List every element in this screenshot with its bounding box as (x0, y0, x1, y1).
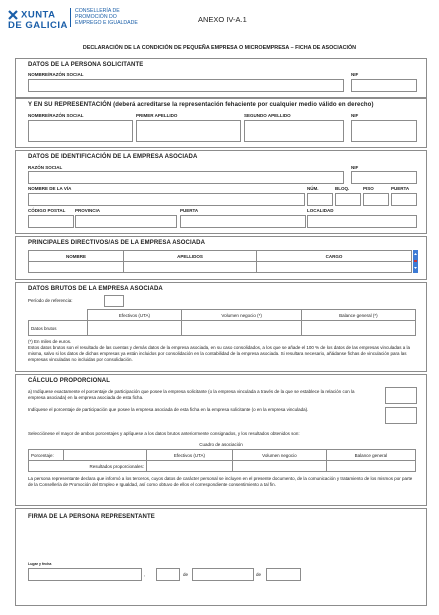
percentage-a-field[interactable] (385, 387, 417, 404)
cell[interactable] (257, 262, 412, 273)
section-applicant (15, 58, 427, 98)
association-table-title: Cuadro de asociación (199, 442, 243, 447)
second-surname-field[interactable] (244, 120, 344, 142)
puerta-label: PUERTA (391, 186, 410, 191)
cell[interactable] (182, 321, 301, 336)
applicant-nif-field[interactable] (351, 79, 417, 92)
note-raw-data: Estos datos brutos son el resultado de las cuentas y demás datos de la empresa asociada, en su caso consolidados, a los que se añade el 100 % de los datos de las empresas vinculadas a la misma, salvo si los datos de dichas empresas ya están incluidos por consolidación en la contabilidad de la empresa asociada. Si resultara necesario, añádanse fichas de vinculación para las empresas vinculadas no incluidas por consolidación. (28, 345, 410, 362)
rep-nif-field[interactable] (351, 120, 417, 142)
section-associated-company (15, 150, 427, 234)
company-nif-field[interactable] (351, 171, 417, 184)
section-heading: PRINCIPALES DIRECTIVOS/AS DE LA EMPRESA ASOCIADA (28, 240, 206, 246)
table-row (29, 450, 416, 461)
annex-label: ANEXO IV-A.1 (198, 15, 247, 24)
section-heading: DATOS DE IDENTIFICACIÓN DE LA EMPRESA ASOCIADA (28, 154, 198, 160)
localidad-field[interactable] (307, 215, 417, 228)
section-signature (15, 508, 427, 606)
year-field[interactable] (266, 568, 301, 581)
empty-cell (29, 310, 88, 321)
cell[interactable] (147, 461, 233, 472)
row-scrollbar[interactable] (413, 250, 418, 273)
percentage-b-field[interactable] (385, 407, 417, 424)
section-representative (15, 98, 427, 148)
row-label: Datos brutos (29, 321, 88, 336)
first-surname-label: PRIMER APELLIDO (136, 113, 178, 118)
conselleria-line-1: CONSELLERÍA DE (75, 8, 120, 14)
percentage-label: Porcentaje: (29, 450, 64, 461)
cell[interactable] (301, 321, 415, 336)
conselleria-line-3: EMPREGO E IGUALDADE (75, 20, 138, 27)
xunta-logo (8, 10, 68, 31)
cell[interactable] (326, 461, 415, 472)
razon-label: RAZÓN SOCIAL (28, 165, 63, 170)
cross-icon (8, 10, 18, 20)
section-heading: CÁLCULO PROPORCIONAL (28, 378, 110, 384)
section-directors (15, 236, 427, 280)
directors-table (28, 250, 412, 273)
section-heading: DATOS BRUTOS DE LA EMPRESA ASOCIADA (28, 286, 163, 292)
paragraph-a: a) Indíquese exactamente el porcentaje de participación que posee la empresa solicitante (o la empresa vinculada a través de la que se establece la relación con la empresa asociada) en la empresa asociada de esta ficha. (28, 389, 355, 400)
num-field[interactable] (307, 193, 333, 206)
page-title: DECLARACIÓN DE LA CONDICIÓN DE PEQUEÑA EMPRESA O MICROEMPRESA – FICHA DE ASOCIACIÓN (82, 45, 357, 51)
day-field[interactable] (156, 568, 180, 581)
raw-data-table (28, 309, 416, 336)
piso-field[interactable] (363, 193, 389, 206)
rep-nif-label: NIF (351, 113, 359, 118)
paragraph-b: Indíquese el porcentaje de participación que posee la empresa asociada de esta ficha en la empresa solicitante (o en la empresa vinculada). (28, 407, 309, 412)
scroll-arrows-icon (413, 250, 418, 273)
company-nif-label: NIF (351, 165, 359, 170)
col-header: Volumen negocio (*) (182, 310, 301, 321)
conselleria-line-2: PROMOCIÓN DO (75, 14, 117, 21)
conselleria-name (70, 8, 138, 27)
section-heading: FIRMA DE LA PERSONA REPRESENTANTE (28, 514, 155, 520)
table-header-row (29, 310, 416, 321)
section-proportional (15, 374, 427, 506)
period-field[interactable] (104, 295, 124, 307)
puerta-field[interactable] (391, 193, 417, 206)
second-surname-label: SEGUNDO APELLIDO (244, 113, 291, 118)
applicant-name-field[interactable] (28, 79, 344, 92)
cp-field[interactable] (28, 215, 74, 228)
rep-name-field[interactable] (28, 120, 133, 142)
cell[interactable] (87, 321, 182, 336)
via-label: NOMBRE DE LA VÍA (28, 186, 72, 191)
comma-separator: , (144, 572, 146, 577)
col-header: Efectivos (UTA) (87, 310, 182, 321)
cell[interactable] (29, 262, 124, 273)
col-header: Efectivos (UTA) (147, 450, 233, 461)
bloq-label: BLOQ. (335, 186, 350, 191)
de-separator-2: de (256, 572, 262, 577)
de-separator-1: de (183, 572, 189, 577)
via-field[interactable] (28, 193, 305, 206)
table-row[interactable] (29, 262, 412, 273)
bloq-field[interactable] (335, 193, 361, 206)
num-label: NÚM. (307, 186, 319, 191)
col-header: Volumen negocio (232, 450, 326, 461)
col-header: CARGO (257, 251, 412, 262)
logo-text-1: XUNTA (21, 9, 56, 21)
cell[interactable] (124, 262, 257, 273)
section-raw-data (15, 282, 427, 372)
paragraph-c: Selecciónese el mayor de ambos porcentajes y aplíquese a los datos brutos anteriormente consignados, y los resultados obtenidos son: (28, 431, 300, 436)
section-heading: Y EN SU REPRESENTACIÓN (deberá acreditarse la representación fehaciente por cualquier medio válido en derecho) (28, 102, 374, 108)
cp-label: CÓDIGO POSTAL (28, 208, 66, 213)
month-field[interactable] (192, 568, 254, 581)
cell[interactable] (232, 461, 326, 472)
table-row (29, 461, 416, 472)
provincia-field[interactable] (75, 215, 177, 228)
results-label: Resultados proporcionales: (29, 461, 147, 472)
col-header: APELLIDOS (124, 251, 257, 262)
company-name-field[interactable] (28, 171, 344, 184)
piso-label: PISO (363, 186, 374, 191)
section-heading: DATOS DE LA PERSONA SOLICITANTE (28, 62, 144, 68)
association-table (28, 449, 416, 472)
table-row (29, 321, 416, 336)
col-header: Balance general (*) (301, 310, 415, 321)
table-header-row (29, 251, 412, 262)
provincia-label: PROVINCIA (75, 208, 101, 213)
col-header: NOMBRE (29, 251, 124, 262)
nif-label: NIF (351, 72, 359, 77)
name-label: NOMBRE/RAZÓN SOCIAL (28, 72, 84, 77)
declaration-text: La persona representante declara que informó a los terceros, cuyos datos de carácter personal se incluyen en el presente documento, de la comunicación y tratamiento de los mismos por parte de la Consellería de Promoción del Empleo e Igualdad, así como obtuvo de ellos el correspondiente consentimiento a tal fin. (28, 476, 413, 487)
note-thousands: (*) En miles de euros. (28, 339, 72, 344)
first-surname-field[interactable] (136, 120, 241, 142)
place-field[interactable] (28, 568, 142, 581)
percentage-field[interactable] (64, 450, 147, 461)
localidad-label: LOCALIDAD (307, 208, 334, 213)
place-date-label: Lugar y fecha (28, 562, 52, 566)
col-header: Balance general (326, 450, 415, 461)
logo-text-2: DE GALICIA (8, 19, 68, 31)
puerta2-label: PUERTA (180, 208, 199, 213)
puerta2-field[interactable] (180, 215, 306, 228)
period-label: Período de referencia: (28, 298, 73, 303)
rep-name-label: NOMBRE/RAZÓN SOCIAL (28, 113, 84, 118)
